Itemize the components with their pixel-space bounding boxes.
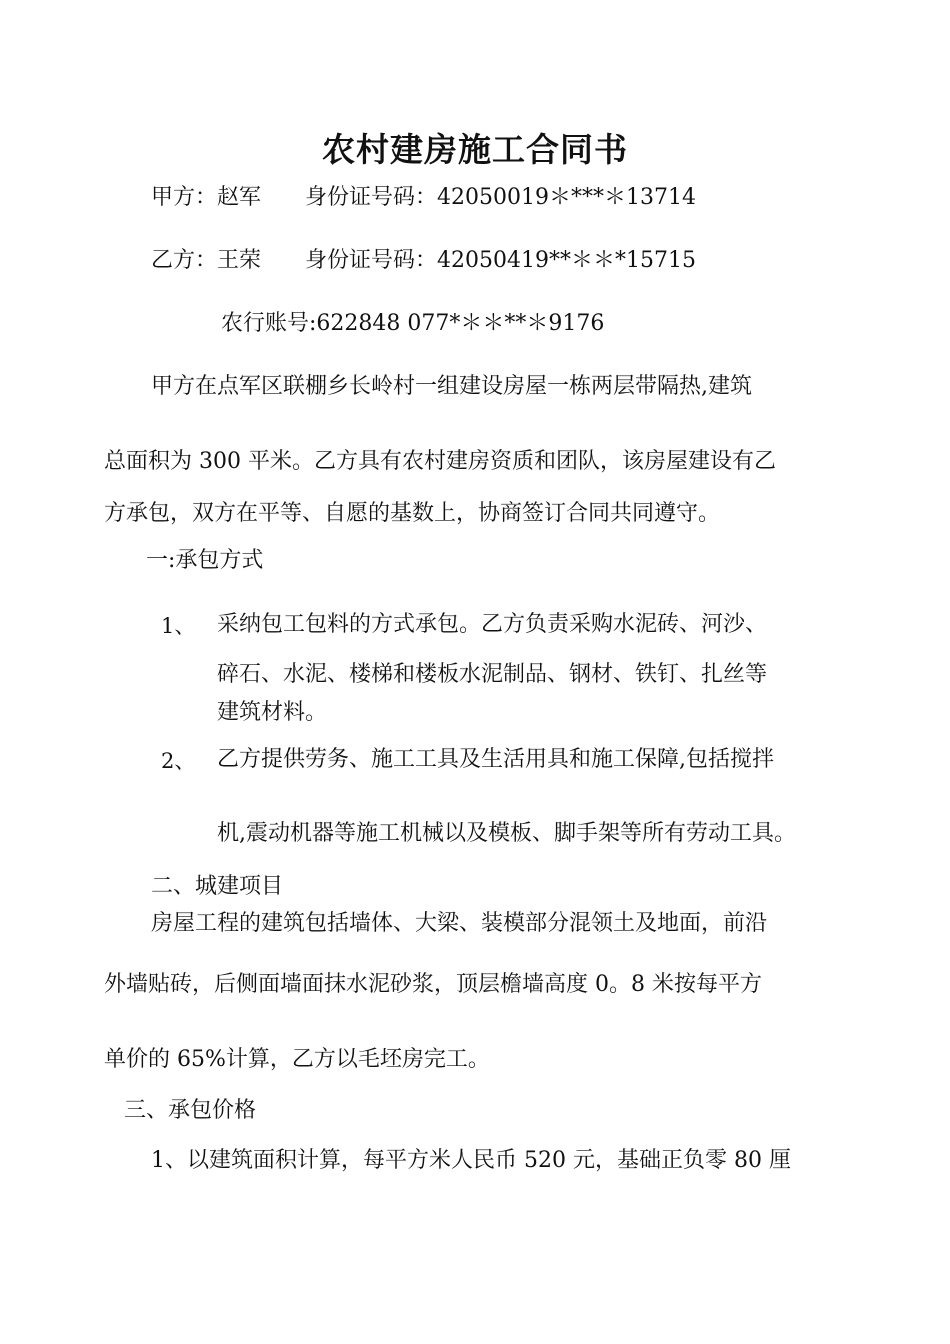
party-b-label: 乙方：王荣 bbox=[151, 248, 262, 273]
section2-line-2: 外墙贴砖，后侧面墙面抹水泥砂浆，顶层檐墙高度 0。8 米按每平方 bbox=[104, 972, 762, 997]
section2-line-1: 房屋工程的建筑包括墙体、大梁、装模部分混领土及地面，前沿 bbox=[151, 911, 768, 936]
section1-item1-line-1: 采纳包工包料的方式承包。乙方负责采购水泥砖、河沙、 bbox=[217, 612, 768, 637]
intro-line-1: 甲方在点军区联棚乡长岭村一组建设房屋一栋两层带隔热,建筑 bbox=[151, 374, 752, 399]
section1-item1-line-3: 建筑材料。 bbox=[217, 700, 328, 725]
section1-heading: 一:承包方式 bbox=[146, 548, 264, 573]
party-a-label: 甲方：赵军 bbox=[151, 185, 262, 210]
party-b-line bbox=[151, 247, 696, 275]
section3-line-1: 1、以建筑面积计算，每平方米人民币 520 元，基础正负零 80 厘 bbox=[151, 1148, 791, 1173]
party-b-bank-account: 农行账号:622848 077*＊＊**＊9176 bbox=[221, 311, 605, 336]
document-title: 农村建房施工合同书 bbox=[322, 130, 628, 169]
section2-line-3: 单价的 65%计算，乙方以毛坯房完工。 bbox=[104, 1047, 490, 1072]
section1-item1-number: 1、 bbox=[161, 614, 196, 638]
party-a-line bbox=[151, 184, 696, 212]
section2-heading: 二、城建项目 bbox=[151, 874, 284, 899]
intro-line-3: 方承包，双方在平等、自愿的基数上，协商签订合同共同遵守。 bbox=[104, 501, 721, 526]
section3-heading: 三、承包价格 bbox=[124, 1098, 257, 1123]
party-b-id: 身份证号码：42050419**＊＊*15715 bbox=[305, 248, 696, 273]
intro-line-2: 总面积为 300 平米。乙方具有农村建房资质和团队，该房屋建设有乙 bbox=[104, 449, 776, 474]
section1-item2-line-2: 机,震动机器等施工机械以及模板、脚手架等所有劳动工具。 bbox=[217, 821, 796, 846]
section1-item2-number: 2、 bbox=[161, 749, 196, 773]
section1-item2-line-1: 乙方提供劳务、施工工具及生活用具和施工保障,包括搅拌 bbox=[217, 747, 774, 772]
party-a-id: 身份证号码：42050019＊***＊13714 bbox=[305, 185, 696, 210]
section1-item1-line-2: 碎石、水泥、楼梯和楼板水泥制品、钢材、铁钉、扎丝等 bbox=[217, 662, 768, 687]
